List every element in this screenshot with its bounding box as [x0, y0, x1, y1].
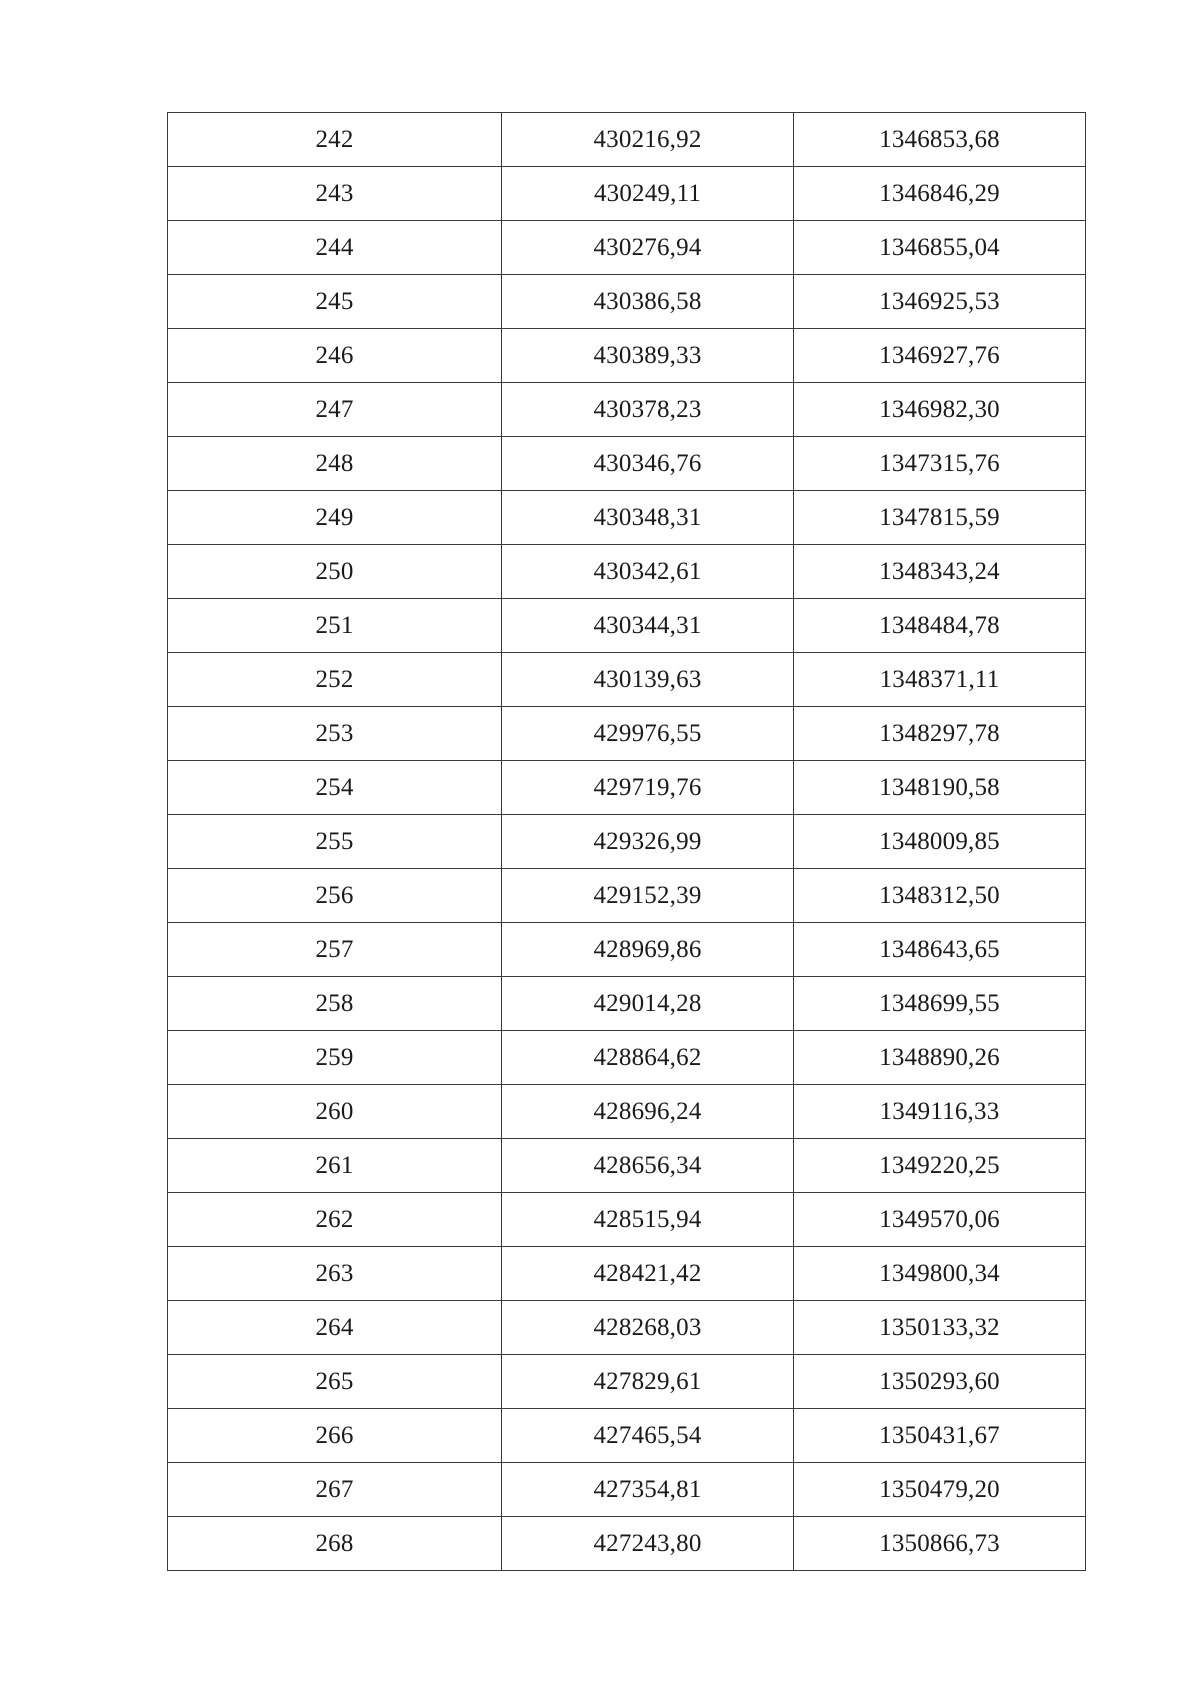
point-number-cell: 266: [168, 1409, 502, 1463]
point-number-cell: 259: [168, 1031, 502, 1085]
table-row: [168, 491, 1086, 545]
y-coordinate-cell: 1349220,25: [794, 1139, 1086, 1193]
x-coordinate-cell: 427243,80: [502, 1517, 794, 1571]
point-number-cell: 246: [168, 329, 502, 383]
y-coordinate-cell: 1348890,26: [794, 1031, 1086, 1085]
x-coordinate-cell: 429326,99: [502, 815, 794, 869]
y-coordinate-cell: 1346925,53: [794, 275, 1086, 329]
point-number-cell: 250: [168, 545, 502, 599]
y-coordinate-cell: 1348297,78: [794, 707, 1086, 761]
y-coordinate-cell: 1348699,55: [794, 977, 1086, 1031]
table-row: [168, 1247, 1086, 1301]
point-number-cell: 255: [168, 815, 502, 869]
y-coordinate-cell: 1347815,59: [794, 491, 1086, 545]
table-row: [168, 167, 1086, 221]
table-row: [168, 1517, 1086, 1571]
y-coordinate-cell: 1346982,30: [794, 383, 1086, 437]
y-coordinate-cell: 1350866,73: [794, 1517, 1086, 1571]
point-number-cell: 253: [168, 707, 502, 761]
table-row: [168, 221, 1086, 275]
y-coordinate-cell: 1348312,50: [794, 869, 1086, 923]
coordinates-table-body: [168, 113, 1086, 1571]
point-number-cell: 257: [168, 923, 502, 977]
point-number-cell: 243: [168, 167, 502, 221]
x-coordinate-cell: 428969,86: [502, 923, 794, 977]
table-row: [168, 761, 1086, 815]
table-row: [168, 113, 1086, 167]
y-coordinate-cell: 1350479,20: [794, 1463, 1086, 1517]
table-row: [168, 1031, 1086, 1085]
x-coordinate-cell: 428656,34: [502, 1139, 794, 1193]
point-number-cell: 262: [168, 1193, 502, 1247]
point-number-cell: 267: [168, 1463, 502, 1517]
point-number-cell: 252: [168, 653, 502, 707]
table-row: [168, 707, 1086, 761]
x-coordinate-cell: 429719,76: [502, 761, 794, 815]
y-coordinate-cell: 1348009,85: [794, 815, 1086, 869]
point-number-cell: 263: [168, 1247, 502, 1301]
x-coordinate-cell: 430344,31: [502, 599, 794, 653]
y-coordinate-cell: 1348484,78: [794, 599, 1086, 653]
x-coordinate-cell: 430389,33: [502, 329, 794, 383]
table-row: [168, 329, 1086, 383]
y-coordinate-cell: 1350431,67: [794, 1409, 1086, 1463]
table-row: [168, 599, 1086, 653]
x-coordinate-cell: 428421,42: [502, 1247, 794, 1301]
table-row: [168, 815, 1086, 869]
table-row: [168, 1463, 1086, 1517]
table-row: [168, 1139, 1086, 1193]
y-coordinate-cell: 1349116,33: [794, 1085, 1086, 1139]
y-coordinate-cell: 1348343,24: [794, 545, 1086, 599]
point-number-cell: 251: [168, 599, 502, 653]
y-coordinate-cell: 1347315,76: [794, 437, 1086, 491]
point-number-cell: 260: [168, 1085, 502, 1139]
table-row: [168, 869, 1086, 923]
table-row: [168, 383, 1086, 437]
y-coordinate-cell: 1349570,06: [794, 1193, 1086, 1247]
y-coordinate-cell: 1346853,68: [794, 113, 1086, 167]
x-coordinate-cell: 430139,63: [502, 653, 794, 707]
table-row: [168, 275, 1086, 329]
y-coordinate-cell: 1348371,11: [794, 653, 1086, 707]
point-number-cell: 242: [168, 113, 502, 167]
point-number-cell: 264: [168, 1301, 502, 1355]
point-number-cell: 247: [168, 383, 502, 437]
y-coordinate-cell: 1348190,58: [794, 761, 1086, 815]
point-number-cell: 244: [168, 221, 502, 275]
table-row: [168, 977, 1086, 1031]
y-coordinate-cell: 1346846,29: [794, 167, 1086, 221]
x-coordinate-cell: 430348,31: [502, 491, 794, 545]
y-coordinate-cell: 1346927,76: [794, 329, 1086, 383]
x-coordinate-cell: 430386,58: [502, 275, 794, 329]
x-coordinate-cell: 428696,24: [502, 1085, 794, 1139]
x-coordinate-cell: 427829,61: [502, 1355, 794, 1409]
point-number-cell: 265: [168, 1355, 502, 1409]
y-coordinate-cell: 1348643,65: [794, 923, 1086, 977]
table-row: [168, 923, 1086, 977]
x-coordinate-cell: 430346,76: [502, 437, 794, 491]
point-number-cell: 268: [168, 1517, 502, 1571]
x-coordinate-cell: 430276,94: [502, 221, 794, 275]
x-coordinate-cell: 428515,94: [502, 1193, 794, 1247]
table-row: [168, 545, 1086, 599]
table-row: [168, 653, 1086, 707]
x-coordinate-cell: 428268,03: [502, 1301, 794, 1355]
point-number-cell: 249: [168, 491, 502, 545]
point-number-cell: 245: [168, 275, 502, 329]
table-row: [168, 1301, 1086, 1355]
point-number-cell: 256: [168, 869, 502, 923]
point-number-cell: 248: [168, 437, 502, 491]
y-coordinate-cell: 1346855,04: [794, 221, 1086, 275]
coordinates-table: [167, 112, 1086, 1571]
y-coordinate-cell: 1350293,60: [794, 1355, 1086, 1409]
table-row: [168, 437, 1086, 491]
x-coordinate-cell: 427465,54: [502, 1409, 794, 1463]
x-coordinate-cell: 430249,11: [502, 167, 794, 221]
point-number-cell: 258: [168, 977, 502, 1031]
x-coordinate-cell: 430378,23: [502, 383, 794, 437]
y-coordinate-cell: 1349800,34: [794, 1247, 1086, 1301]
x-coordinate-cell: 427354,81: [502, 1463, 794, 1517]
table-row: [168, 1355, 1086, 1409]
x-coordinate-cell: 429976,55: [502, 707, 794, 761]
table-row: [168, 1409, 1086, 1463]
x-coordinate-cell: 430342,61: [502, 545, 794, 599]
x-coordinate-cell: 429014,28: [502, 977, 794, 1031]
point-number-cell: 254: [168, 761, 502, 815]
x-coordinate-cell: 429152,39: [502, 869, 794, 923]
y-coordinate-cell: 1350133,32: [794, 1301, 1086, 1355]
point-number-cell: 261: [168, 1139, 502, 1193]
x-coordinate-cell: 430216,92: [502, 113, 794, 167]
x-coordinate-cell: 428864,62: [502, 1031, 794, 1085]
table-row: [168, 1193, 1086, 1247]
table-row: [168, 1085, 1086, 1139]
